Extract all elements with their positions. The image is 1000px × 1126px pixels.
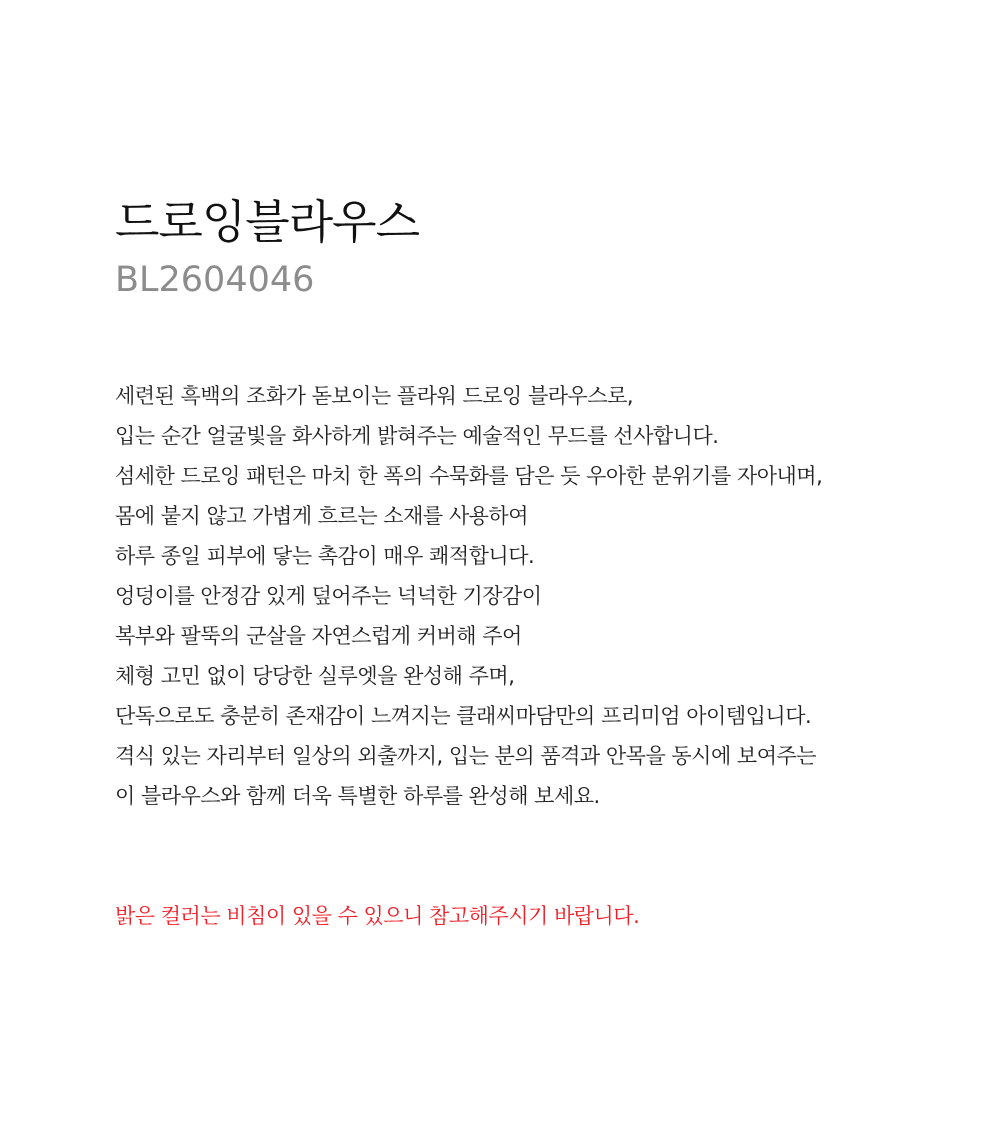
description-line: 섬세한 드로잉 패턴은 마치 한 폭의 수묵화를 담은 듯 우아한 분위기를 자아내며, xyxy=(115,464,823,488)
description-line: 몸에 붙지 않고 가볍게 흐르는 소재를 사용하여 xyxy=(115,504,528,528)
description-line: 엉덩이를 안정감 있게 덮어주는 넉넉한 기장감이 xyxy=(115,584,542,608)
description-line: 하루 종일 피부에 닿는 촉감이 매우 쾌적합니다. xyxy=(115,544,535,568)
product-code: BL2604046 xyxy=(115,260,315,300)
description-line: 격식 있는 자리부터 일상의 외출까지, 입는 분의 품격과 안목을 동시에 보여주는 xyxy=(115,744,817,768)
product-title: 드로잉블라우스 xyxy=(115,195,420,249)
product-detail xyxy=(115,190,975,936)
description-line: 체형 고민 없이 당당한 실루엣을 완성해 주며, xyxy=(115,664,515,688)
description-line: 단독으로도 충분히 존재감이 느껴지는 클래씨마담만의 프리미엄 아이템입니다. xyxy=(115,704,812,728)
description-line: 입는 순간 얼굴빛을 화사하게 밝혀주는 예술적인 무드를 선사합니다. xyxy=(115,424,719,448)
sheer-notice: 밝은 컬러는 비침이 있을 수 있으니 참고해주시기 바랍니다. xyxy=(115,904,640,928)
description-line: 복부와 팔뚝의 군살을 자연스럽게 커버해 주어 xyxy=(115,624,522,648)
product-description xyxy=(115,376,975,816)
description-line: 세련된 흑백의 조화가 돋보이는 플라워 드로잉 블라우스로, xyxy=(115,384,634,408)
description-line: 이 블라우스와 함께 더욱 특별한 하루를 완성해 보세요. xyxy=(115,784,600,808)
